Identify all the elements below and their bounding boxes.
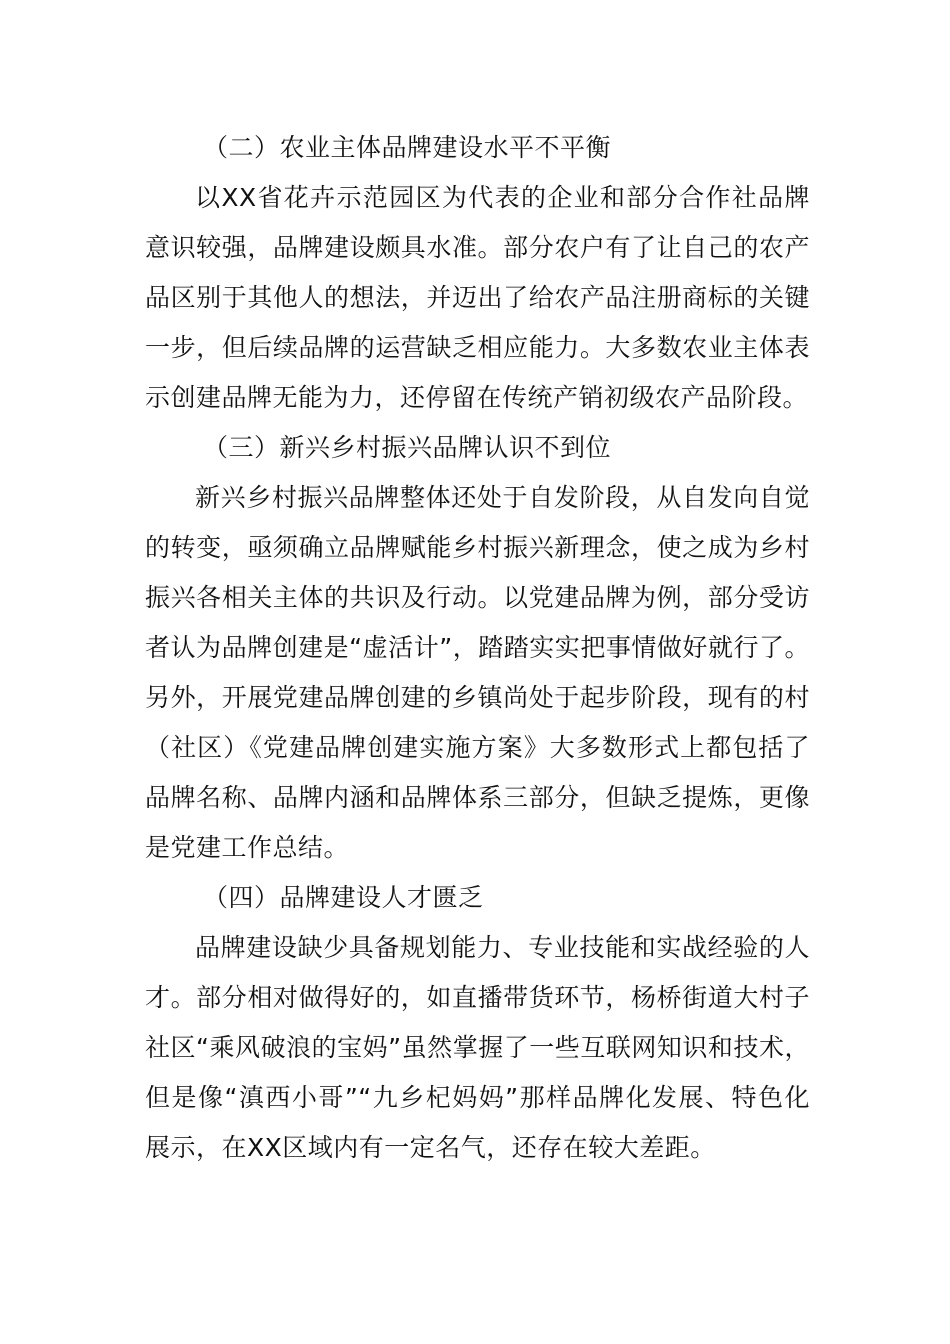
section-brand-talent <box>145 873 810 1173</box>
section-agricultural-subjects <box>145 123 810 423</box>
section-paragraph: 品牌建设缺少具备规划能力、专业技能和实战经验的人才。部分相对做得好的，如直播带货环节，杨桥街道大村子社区“乘风破浪的宝妈”虽然掌握了一些互联网知识和技术，但是像“滇西小哥”“九乡杞妈妈”那样品牌化发展、特色化展示，在XX区域内有一定名气，还存在较大差距。 <box>145 933 810 1162</box>
section-paragraph: 以XX省花卉示范园区为代表的企业和部分合作社品牌意识较强，品牌建设颇具水准。部分农户有了让自己的农产品区别于其他人的想法，并迈出了给农产品注册商标的关键一步，但后续品牌的运营缺乏相应能力。大多数农业主体表示创建品牌无能为力，还停留在传统产销初级农产品阶段。 <box>145 183 810 412</box>
section-heading: （二）农业主体品牌建设水平不平衡 <box>203 133 612 162</box>
section-rural-revitalization-brand <box>145 423 810 873</box>
section-heading: （三）新兴乡村振兴品牌认识不到位 <box>203 433 612 462</box>
section-heading: （四）品牌建设人才匮乏 <box>203 883 484 912</box>
document-body <box>145 123 810 1173</box>
section-paragraph: 新兴乡村振兴品牌整体还处于自发阶段，从自发向自觉的转变，亟须确立品牌赋能乡村振兴新理念，使之成为乡村振兴各相关主体的共识及行动。以党建品牌为例，部分受访者认为品牌创建是“虚活计”，踏踏实实把事情做好就行了。另外，开展党建品牌创建的乡镇尚处于起步阶段，现有的村（社区）《党建品牌创建实施方案》大多数形式上都包括了品牌名称、品牌内涵和品牌体系三部分，但缺乏提炼，更像是党建工作总结。 <box>145 483 810 862</box>
